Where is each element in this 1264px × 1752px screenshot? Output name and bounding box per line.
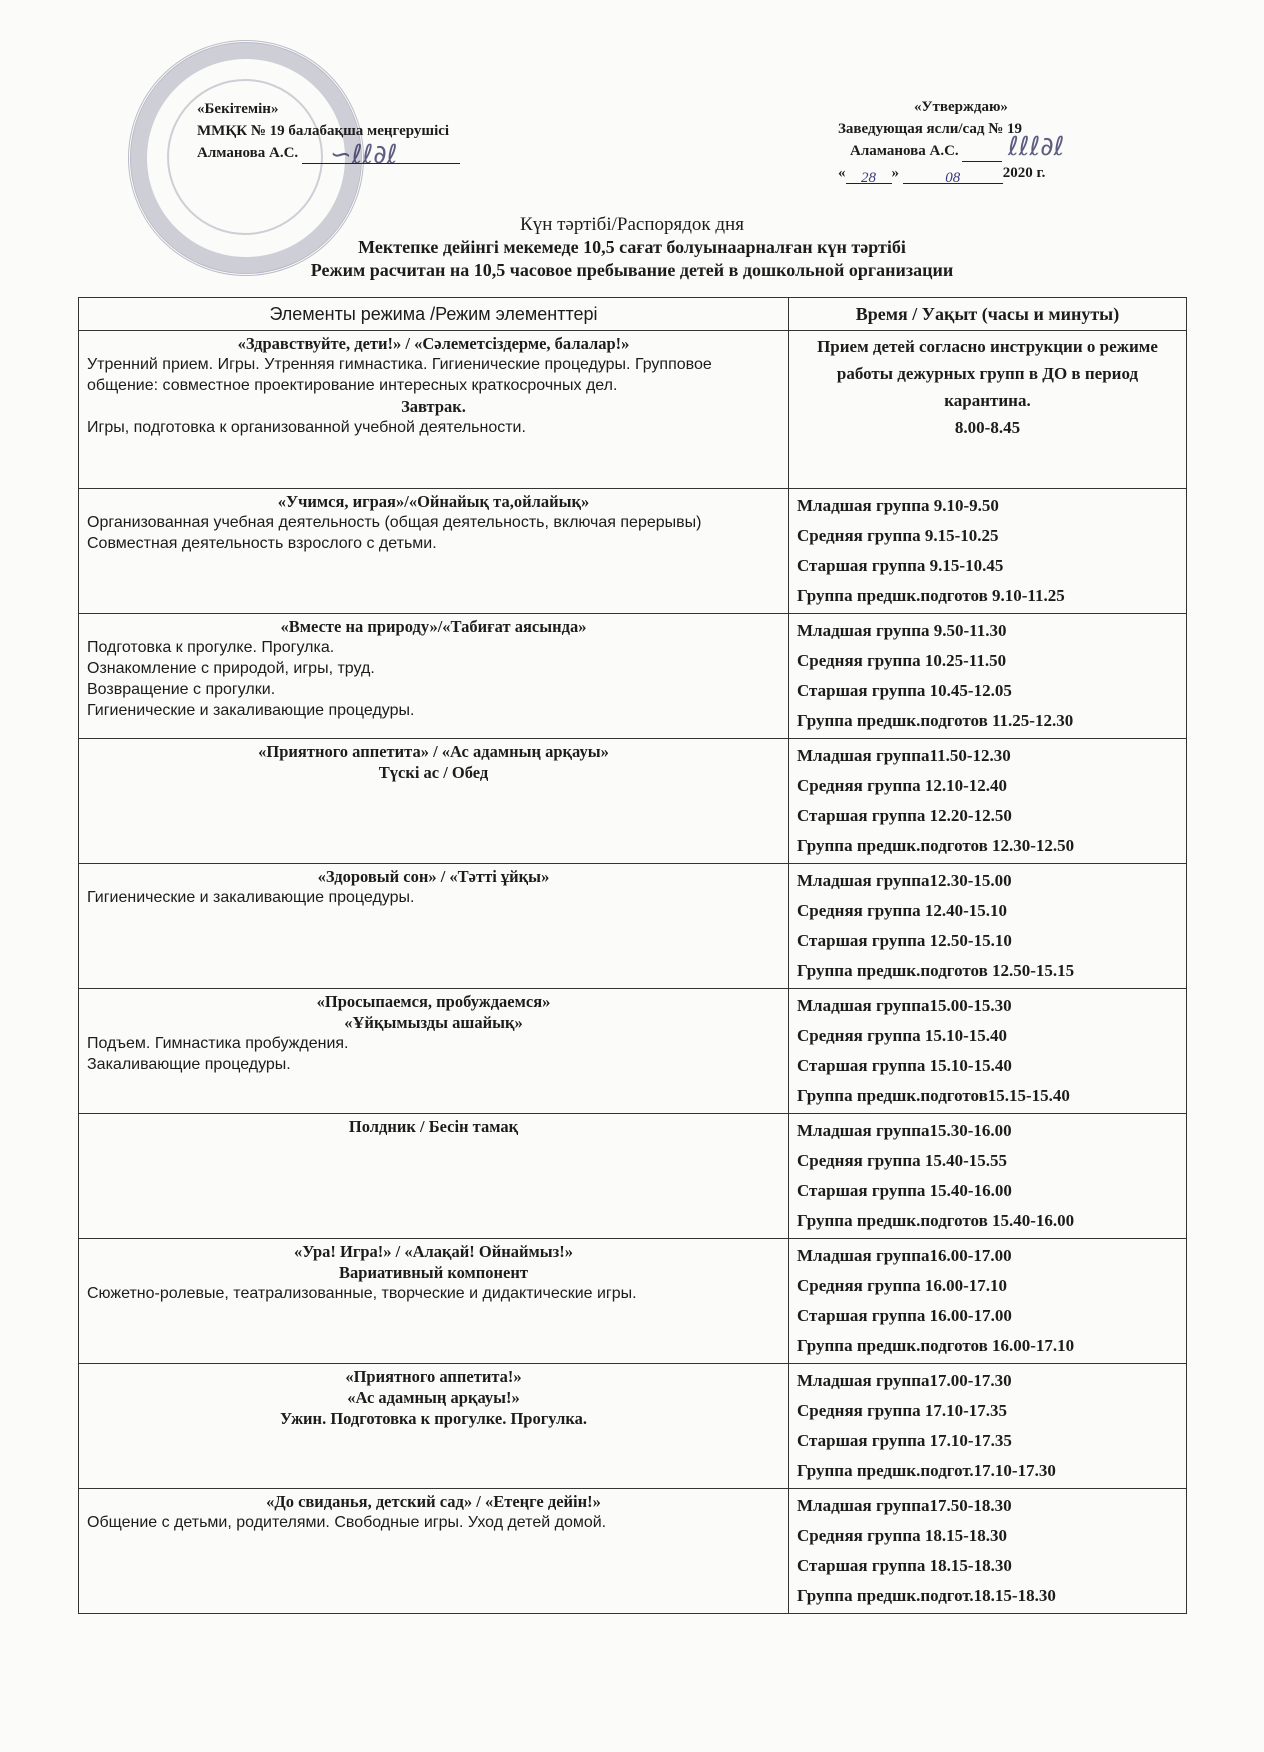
time-preschool: Группа предшк.подготов 12.50-15.15: [797, 961, 1075, 980]
approval-block-left: [197, 98, 460, 164]
time-senior: Старшая группа 18.15-18.30: [797, 1556, 1012, 1575]
table-row: [79, 331, 1187, 489]
time-preschool: Группа предшк.подготов 12.30-12.50: [797, 836, 1075, 855]
time-middle: Средняя группа 15.40-15.55: [797, 1151, 1008, 1170]
time-middle: Средняя группа 18.15-18.30: [797, 1526, 1008, 1545]
row-desc-line: Закаливающие процедуры.: [87, 1056, 291, 1073]
time-middle: Средняя группа 15.10-15.40: [797, 1026, 1008, 1045]
time-junior: Младшая группа16.00-17.00: [797, 1246, 1012, 1265]
document-title: Күн тәртібі/Распорядок дня: [520, 214, 744, 235]
time-preschool: Группа предшк.подгот.17.10-17.30: [797, 1461, 1056, 1480]
time-senior: Старшая группа 10.45-12.05: [797, 681, 1012, 700]
row-title-desc: Ужин. Подготовка к прогулке. Прогулка.: [280, 1409, 587, 1428]
subtitle-ru: Режим расчитан на 10,5 часовое пребывание детей в дошкольной организации: [310, 260, 954, 280]
table-row: [79, 1364, 1187, 1489]
row-desc-line: Ознакомление с природой, игры, труд.: [87, 660, 375, 677]
row-desc-line: Подъем. Гимнастика пробуждения.: [87, 1035, 349, 1052]
row-title: «До свиданья, детский сад» / «Етеңге дейін!»: [266, 1492, 601, 1511]
row-bold: Завтрак.: [401, 397, 466, 416]
table-row: [79, 1114, 1187, 1239]
table-row: [79, 489, 1187, 614]
time-middle: Средняя группа 12.10-12.40: [797, 776, 1008, 795]
approval-right-name: Аламанова А.С.: [850, 143, 959, 159]
row-subtitle: Түскі ас / Обед: [378, 763, 489, 782]
signature-right: ℓℓℓ∂ℓ: [1008, 132, 1065, 162]
row-desc-line: Возвращение с прогулки.: [87, 681, 276, 698]
time-middle: Средняя группа 17.10-17.35: [797, 1401, 1008, 1420]
approval-left-name: Алманова А.С.: [197, 145, 299, 161]
time-junior: Младшая группа17.00-17.30: [797, 1371, 1012, 1390]
table-row: [79, 1489, 1187, 1614]
time-senior: Старшая группа 12.50-15.10: [797, 931, 1012, 950]
row-title: «Приятного аппетита» / «Ас адамның арқауы»: [258, 742, 609, 761]
time-middle: Средняя группа 9.15-10.25: [797, 526, 999, 545]
time-preschool: Группа предшк.подготов15.15-15.40: [797, 1086, 1070, 1105]
table-row: [79, 989, 1187, 1114]
time-junior: Младшая группа15.30-16.00: [797, 1121, 1012, 1140]
row-title: «Учимся, играя»/«Ойнайық та,ойлайық»: [277, 492, 590, 511]
schedule-table: [78, 297, 1187, 1614]
time-junior: Младшая группа 9.50-11.30: [797, 621, 1007, 640]
date-open-quote: «: [838, 165, 846, 181]
row-desc-line: Общение с детьми, родителями. Свободные игры. Уход детей домой.: [87, 1514, 607, 1531]
row-title: Полдник / Бесін тамақ: [348, 1117, 519, 1136]
table-row: [79, 614, 1187, 739]
time-senior: Старшая группа 17.10-17.35: [797, 1431, 1012, 1450]
table-row: [79, 864, 1187, 989]
row-desc: Утренний прием. Игры. Утренняя гимнастика. Гигиенические процедуры. Групповое общение: совместное проектирование интересных краткосрочных дел.: [87, 356, 712, 394]
col-header-time: Время / Уақыт (часы и минуты): [789, 298, 1187, 331]
row-desc-line: Гигиенические и закаливающие процедуры.: [87, 889, 415, 906]
time-middle: Средняя группа 12.40-15.10: [797, 901, 1008, 920]
time-preschool: Группа предшк.подготов 16.00-17.10: [797, 1336, 1075, 1355]
time-junior: Младшая группа11.50-12.30: [797, 746, 1011, 765]
time-preschool: Группа предшк.подготов 9.10-11.25: [797, 586, 1065, 605]
signature-left: ∽ℓℓ∂ℓ: [330, 140, 398, 170]
row-title-variant: Вариативный компонент: [339, 1263, 528, 1282]
row-desc-line: Гигиенические и закаливающие процедуры.: [87, 702, 415, 719]
time-range: 8.00-8.45: [954, 418, 1021, 437]
table-header-row: [79, 298, 1187, 331]
row-desc: Организованная учебная деятельность (общая деятельность, включая перерывы): [87, 514, 702, 531]
time-senior: Старшая группа 15.40-16.00: [797, 1181, 1012, 1200]
approval-right-title: «Утверждаю»: [914, 99, 1008, 115]
row-title: «Здравствуйте, дети!» / «Сәлеметсіздерме, балалар!»: [237, 334, 630, 353]
row-title: «Приятного аппетита!»: [345, 1367, 522, 1386]
subtitle-kz: Мектепке дейінгі мекемеде 10,5 сағат болуынаарналған күн тәртібі: [358, 237, 906, 257]
row-desc2: Игры, подготовка к организованной учебной деятельности.: [87, 419, 526, 436]
time-preschool: Группа предшк.подгот.18.15-18.30: [797, 1586, 1056, 1605]
table-row: [79, 739, 1187, 864]
row-desc-line: Сюжетно-ролевые, театрализованные, творческие и дидактические игры.: [87, 1285, 637, 1302]
row-title: «Здоровый сон» / «Тәтті ұйқы»: [317, 867, 550, 886]
date-day: 28: [846, 167, 892, 184]
time-middle: Средняя группа 16.00-17.10: [797, 1276, 1008, 1295]
row-title-kz: «Ұйқымызды ашайық»: [344, 1013, 523, 1032]
time-note: Прием детей согласно инструкции о режиме работы дежурных групп в ДО в период карантина.: [817, 337, 1158, 410]
approval-left-name-line: [197, 142, 460, 164]
time-senior: Старшая группа 12.20-12.50: [797, 806, 1012, 825]
time-senior: Старшая группа 9.15-10.45: [797, 556, 1004, 575]
approval-right-signature-line: [962, 145, 1002, 162]
document-headings: [0, 213, 1264, 282]
row-title-kz: «Ас адамның арқауы!»: [347, 1388, 520, 1407]
approval-left-org: ММҚК № 19 балабақша меңгерушісі: [197, 123, 450, 139]
approval-right-org: Заведующая ясли/сад № 19: [838, 121, 1023, 137]
date-year: 2020 г.: [1002, 165, 1046, 181]
date-month: 08: [903, 167, 1003, 184]
row-desc2: Совместная деятельность взрослого с детьми.: [87, 535, 437, 552]
time-senior: Старшая группа 15.10-15.40: [797, 1056, 1012, 1075]
time-preschool: Группа предшк.подготов 15.40-16.00: [797, 1211, 1075, 1230]
time-preschool: Группа предшк.подготов 11.25-12.30: [797, 711, 1074, 730]
date-close-quote: »: [891, 165, 899, 181]
row-title: «Вместе на природу»/«Табиғат аясында»: [280, 617, 587, 636]
col-header-elements: Элементы режима /Режим элементтері: [79, 298, 789, 331]
time-junior: Младшая группа12.30-15.00: [797, 871, 1012, 890]
row-desc-line: Подготовка к прогулке. Прогулка.: [87, 639, 335, 656]
row-title: «Ура! Игра!» / «Алақай! Ойнаймыз!»: [293, 1242, 574, 1261]
row-title: «Просыпаемся, пробуждаемся»: [316, 992, 551, 1011]
approval-left-title: «Бекітемін»: [197, 101, 279, 117]
time-senior: Старшая группа 16.00-17.00: [797, 1306, 1012, 1325]
time-junior: Младшая группа 9.10-9.50: [797, 496, 999, 515]
time-junior: Младшая группа17.50-18.30: [797, 1496, 1012, 1515]
table-row: [79, 1239, 1187, 1364]
time-middle: Средняя группа 10.25-11.50: [797, 651, 1007, 670]
time-junior: Младшая группа15.00-15.30: [797, 996, 1012, 1015]
approval-right-date: [838, 162, 1045, 184]
